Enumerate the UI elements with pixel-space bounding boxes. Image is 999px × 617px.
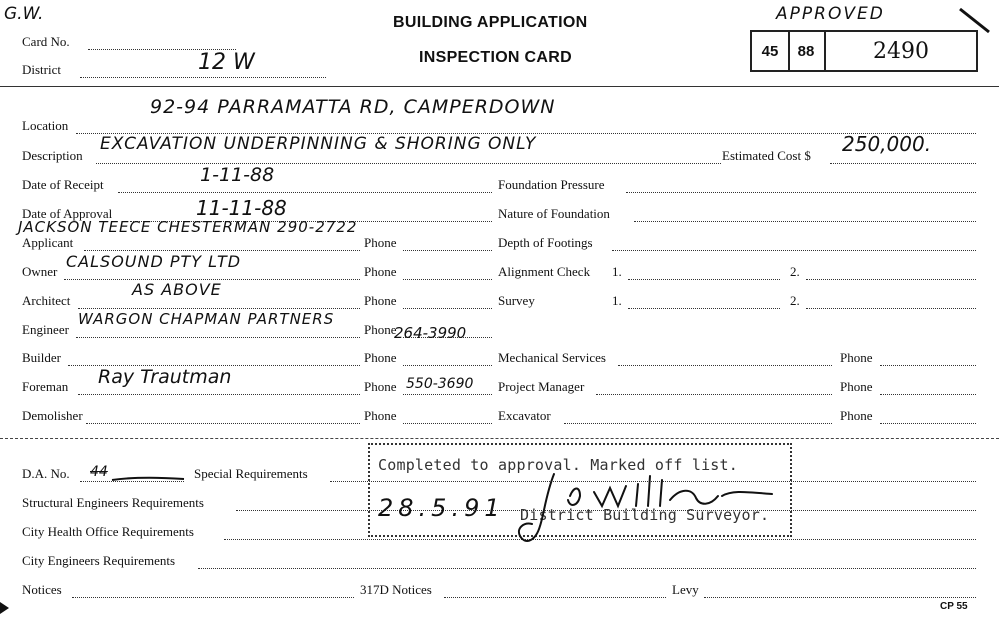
mechanical-services-label: Mechanical Services — [498, 350, 606, 365]
owner-value[interactable]: CALSOUND PTY LTD — [66, 252, 242, 271]
stamp-surveyor: District Building Surveyor. — [520, 506, 770, 524]
applicant-line — [84, 250, 360, 251]
architect-line — [78, 308, 360, 309]
architect-value[interactable]: AS ABOVE — [132, 280, 222, 299]
applicant-label: Applicant — [22, 235, 74, 250]
city-eng-label: City Engineers Requirements — [22, 553, 176, 568]
ref-box-b: 88 — [788, 30, 826, 72]
estimated-cost-line — [830, 163, 976, 164]
demolisher-line[interactable] — [86, 423, 360, 424]
date-receipt-value[interactable]: 1-11-88 — [200, 164, 275, 186]
excavator-phone-line[interactable] — [880, 423, 976, 424]
special-req-label: Special Requirements — [194, 466, 308, 481]
district-value[interactable]: 12 W — [198, 50, 255, 75]
description-label: Description — [22, 148, 83, 163]
engineer-value[interactable]: WARGON CHAPMAN PARTNERS — [78, 310, 335, 328]
form-code: CP 55 — [940, 601, 968, 612]
excavator-line[interactable] — [564, 423, 832, 424]
card-no-label: Card No. — [22, 34, 70, 49]
engineer-label: Engineer — [22, 322, 69, 337]
date-receipt-label: Date of Receipt — [22, 177, 104, 192]
structural-label: Structural Engineers Requirements — [22, 495, 204, 510]
builder-phone-label: Phone — [364, 350, 397, 365]
notices-317d-line[interactable] — [444, 597, 666, 598]
foreman-label: Foreman — [22, 379, 69, 394]
project-manager-line[interactable] — [596, 394, 832, 395]
engineer-phone-value[interactable]: 264-3990 — [394, 324, 467, 342]
architect-phone-label: Phone — [364, 293, 397, 308]
mechanical-phone-label: Phone — [840, 350, 873, 365]
demolisher-phone-label: Phone — [364, 408, 397, 423]
top-rule — [0, 86, 999, 87]
mechanical-phone-line[interactable] — [880, 365, 976, 366]
applicant-value[interactable]: JACKSON TEECE CHESTERMAN 290-2722 — [18, 218, 358, 236]
survey-label: Survey — [498, 293, 535, 308]
alignment-two-label: 2. — [790, 264, 800, 279]
location-label: Location — [22, 118, 69, 133]
location-value[interactable]: 92-94 PARRAMATTA RD, CAMPERDOWN — [150, 96, 556, 118]
survey-one-line[interactable] — [628, 308, 780, 309]
levy-line[interactable] — [704, 597, 976, 598]
mechanical-services-line[interactable] — [618, 365, 832, 366]
city-eng-line[interactable] — [198, 568, 976, 569]
alignment-one-label: 1. — [612, 264, 622, 279]
ref-box-a: 45 — [750, 30, 790, 72]
foreman-line — [78, 394, 360, 395]
levy-label: Levy — [672, 582, 699, 597]
description-line — [96, 163, 721, 164]
estimated-cost-value[interactable]: 250,000. — [842, 132, 932, 156]
nature-foundation-line[interactable] — [634, 221, 976, 222]
excavator-phone-label: Phone — [840, 408, 873, 423]
nature-foundation-label: Nature of Foundation — [498, 206, 610, 221]
stamp-date: 28.5.91 — [378, 494, 505, 522]
project-manager-phone-label: Phone — [840, 379, 873, 394]
district-label: District — [22, 62, 61, 77]
foreman-phone-value[interactable]: 550-3690 — [406, 376, 474, 392]
builder-phone-line[interactable] — [403, 365, 492, 366]
foreman-phone-line — [403, 394, 492, 395]
applicant-phone-label: Phone — [364, 235, 397, 250]
title-line-1: BUILDING APPLICATION — [393, 14, 588, 31]
survey-two-label: 2. — [790, 293, 800, 308]
engineer-phone-label: Phone — [364, 322, 397, 337]
demolisher-label: Demolisher — [22, 408, 83, 423]
title-line-2: INSPECTION CARD — [419, 49, 572, 66]
da-no-label: D.A. No. — [22, 466, 70, 481]
approved-note: APPROVED — [776, 4, 885, 24]
notices-label: Notices — [22, 582, 62, 597]
builder-label: Builder — [22, 350, 61, 365]
date-receipt-line — [118, 192, 492, 193]
engineer-line — [76, 337, 360, 338]
alignment-one-line[interactable] — [628, 279, 780, 280]
stamp-line-1: Completed to approval. Marked off list. — [378, 456, 738, 474]
architect-label: Architect — [22, 293, 71, 308]
notices-line[interactable] — [72, 597, 354, 598]
foreman-phone-label: Phone — [364, 379, 397, 394]
foundation-pressure-line[interactable] — [626, 192, 976, 193]
owner-phone-label: Phone — [364, 264, 397, 279]
architect-phone-line[interactable] — [403, 308, 492, 309]
district-line — [80, 77, 326, 78]
notices-317d-label: 317D Notices — [360, 582, 432, 597]
owner-label: Owner — [22, 264, 58, 279]
alignment-check-label: Alignment Check — [498, 264, 591, 279]
da-no-underline-stroke — [110, 474, 186, 484]
foundation-pressure-label: Foundation Pressure — [498, 177, 605, 192]
ref-box-c: 2490 — [826, 30, 978, 72]
excavator-label: Excavator — [498, 408, 551, 423]
owner-phone-line[interactable] — [403, 279, 492, 280]
signature-icon — [510, 466, 780, 550]
date-approval-value[interactable]: 11-11-88 — [196, 196, 287, 220]
description-value[interactable]: EXCAVATION UNDERPINNING & SHORING ONLY — [100, 134, 537, 154]
survey-one-label: 1. — [612, 293, 622, 308]
demolisher-phone-line[interactable] — [403, 423, 492, 424]
health-label: City Health Office Requirements — [22, 524, 194, 539]
depth-footings-label: Depth of Footings — [498, 235, 593, 250]
date-approval-label: Date of Approval — [22, 206, 113, 221]
applicant-phone-line — [403, 250, 492, 251]
edge-marker-icon — [0, 602, 10, 614]
survey-two-line[interactable] — [806, 308, 976, 309]
gw-note: G.W. — [4, 4, 44, 24]
depth-footings-line[interactable] — [612, 250, 976, 251]
foreman-value[interactable]: Ray Trautman — [98, 366, 232, 388]
estimated-cost-label: Estimated Cost $ — [722, 148, 811, 163]
section-divider — [0, 438, 999, 439]
project-manager-label: Project Manager — [498, 379, 585, 394]
alignment-two-line[interactable] — [806, 279, 976, 280]
da-no-value[interactable]: 44 — [90, 464, 108, 480]
project-manager-phone-line[interactable] — [880, 394, 976, 395]
